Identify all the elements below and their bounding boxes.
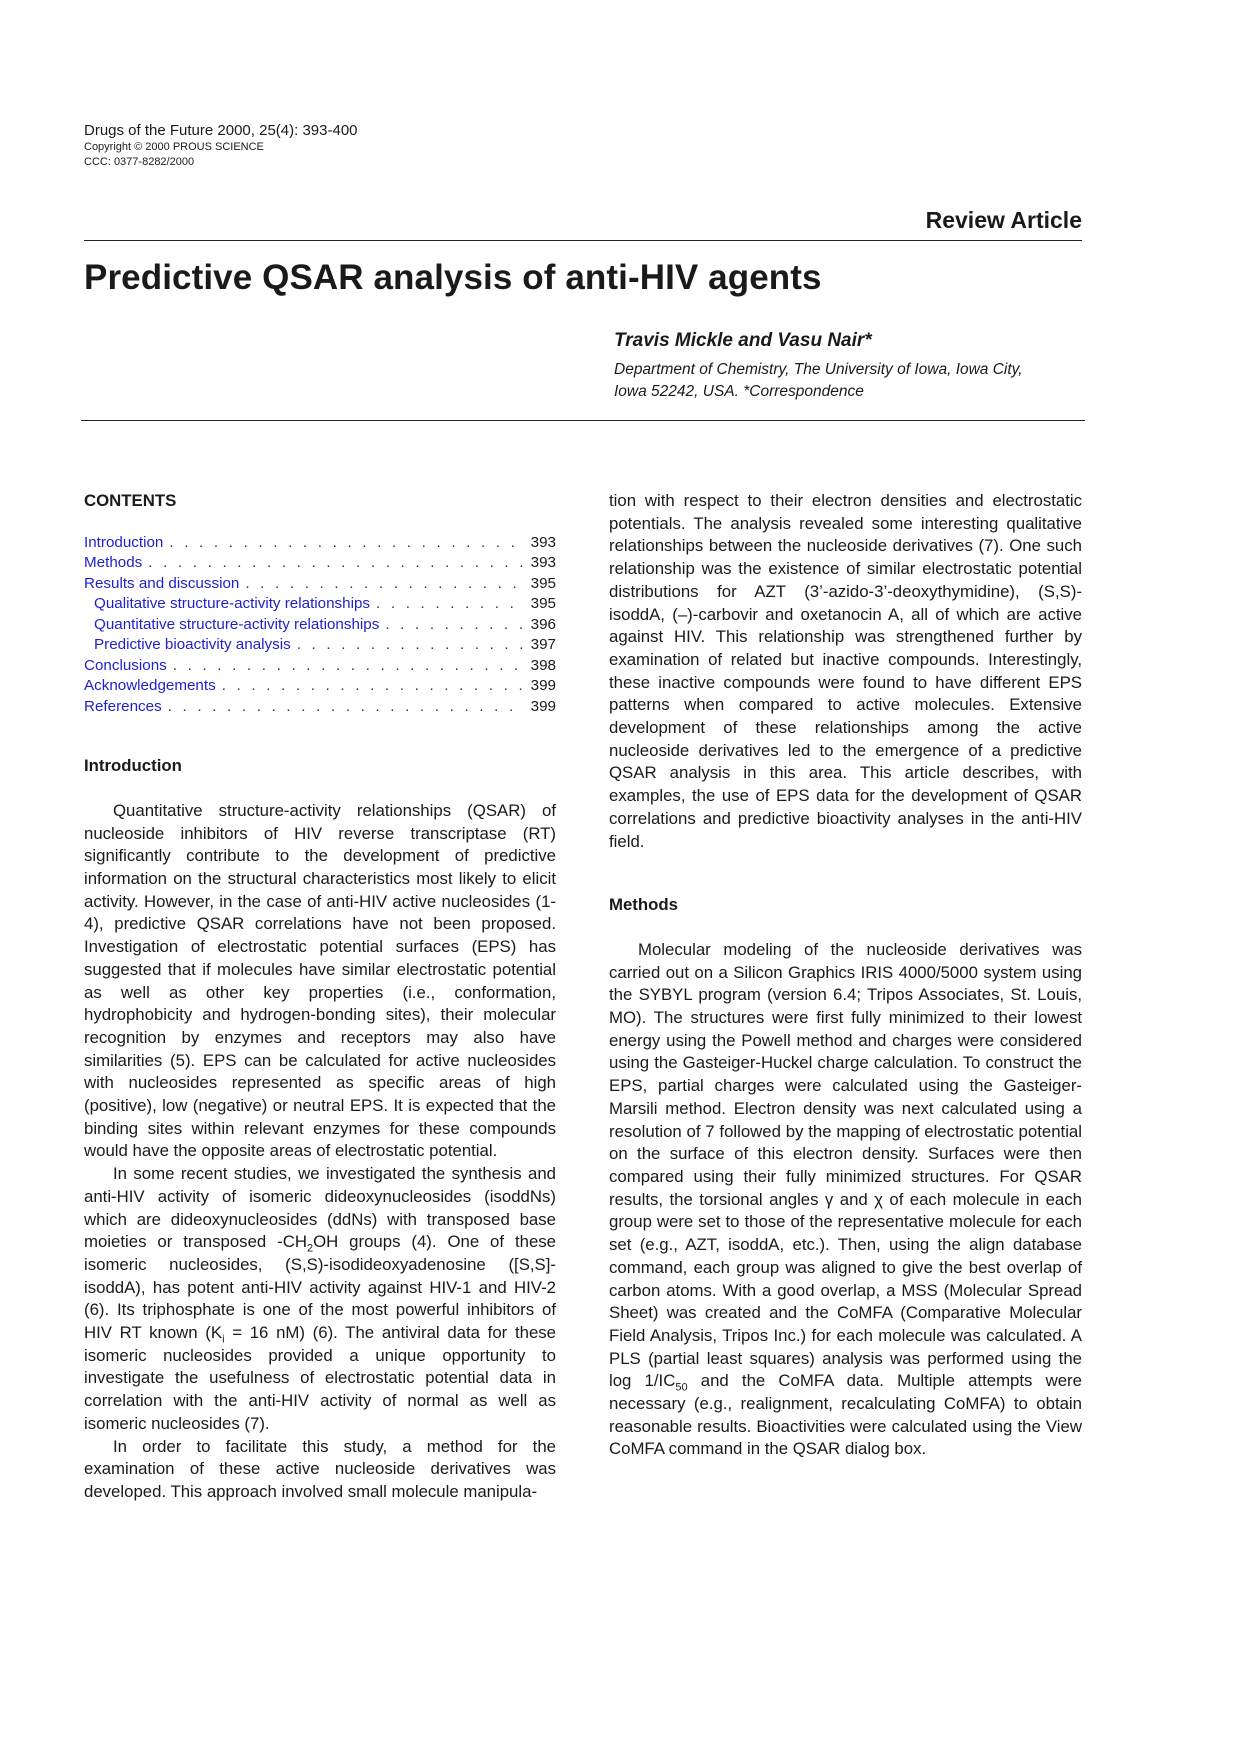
title-block-rule <box>81 420 1085 421</box>
toc-page: 397 <box>530 636 556 654</box>
toc-page: 396 <box>530 615 556 633</box>
article-type: Review Article <box>925 207 1082 233</box>
toc-label[interactable]: Introduction <box>84 533 164 551</box>
toc-leader <box>376 594 525 615</box>
toc-leader <box>173 656 525 677</box>
toc-item[interactable] <box>84 553 556 574</box>
toc-subitem[interactable] <box>84 594 556 615</box>
toc-label[interactable]: Methods <box>84 554 143 572</box>
table-of-contents <box>84 533 556 718</box>
toc-item[interactable] <box>84 697 556 718</box>
introduction-heading: Introduction <box>84 756 182 776</box>
toc-leader <box>385 615 524 636</box>
toc-leader <box>222 676 525 697</box>
toc-leader <box>297 635 525 656</box>
affiliation-line-1: Department of Chemistry, The University of Iowa, Iowa City, <box>614 361 1023 378</box>
toc-page: 398 <box>530 656 556 674</box>
toc-page: 393 <box>530 554 556 572</box>
toc-leader <box>168 697 525 718</box>
toc-leader <box>169 533 524 554</box>
toc-page: 393 <box>530 533 556 551</box>
paper-title: Predictive QSAR analysis of anti-HIV agents <box>84 258 822 297</box>
copyright-line: Copyright © 2000 PROUS SCIENCE <box>84 141 264 153</box>
introduction-paragraph-3: In order to facilitate this study, a method for the examination of these active nucleoside derivatives was developed. This approach involved small molecule manipula- <box>84 1436 556 1501</box>
toc-page: 399 <box>530 677 556 695</box>
toc-label[interactable]: Qualitative structure-activity relationships <box>94 595 371 613</box>
left-column <box>84 490 556 1504</box>
toc-label[interactable]: Acknowledgements <box>84 677 216 695</box>
toc-subitem[interactable] <box>84 615 556 636</box>
toc-item[interactable] <box>84 533 556 554</box>
toc-leader <box>245 574 524 595</box>
journal-citation: Drugs of the Future 2000, 25(4): 393-400 <box>84 122 358 139</box>
toc-label[interactable]: Results and discussion <box>84 574 240 592</box>
header-rule <box>84 240 1082 241</box>
toc-item[interactable] <box>84 656 556 677</box>
toc-leader <box>148 553 524 574</box>
introduction-paragraph-2: In some recent studies, we investigated the synthesis and anti-HIV activity of isomeric dideoxynucleosides (isoddNs) which are dideoxynucleosides (ddNs) with transposed base moieties or transposed $-CH_2OH$ groups (4). One of these isomeric nucleosides, (S,S)-isodideoxyadenosine ([S,S]-isoddA), has potent anti-HIV activity against HIV-1 and HIV-2 (6). Its triphosphate is one of the most powerful inhibitors of HIV RT known ($K_i = 16$ nM) (6). The antiviral data for these isomeric nucleosides provided a unique opportunity to investigate the usefulness of electrostatic potential data in correlation with the anti-HIV activity of normal as well as isomeric nucleosides (7). <box>84 1164 557 1433</box>
toc-page: 395 <box>530 595 556 613</box>
toc-label[interactable]: References <box>84 697 162 715</box>
authors: Travis Mickle and Vasu Nair* <box>614 330 872 351</box>
toc-item[interactable] <box>84 574 556 595</box>
toc-label[interactable]: Predictive bioactivity analysis <box>94 636 291 654</box>
methods-heading: Methods <box>609 895 678 915</box>
toc-page: 395 <box>530 574 556 592</box>
toc-page: 399 <box>530 697 556 715</box>
toc-label[interactable]: Conclusions <box>84 656 167 674</box>
affiliation-line-2: Iowa 52242, USA. *Correspondence <box>614 383 864 400</box>
contents-heading: CONTENTS <box>84 491 177 510</box>
methods-paragraph-1: Molecular modeling of the nucleoside derivatives was carried out on a Silicon Graphics IRIS 4000/5000 system using the SYBYL program (version 6.4; Tripos Associates, St. Louis, MO). The structures were first fully minimized to their lowest energy using the Powell method and charges were considered using the Gasteiger-Huckel charge calculation. To construct the EPS, partial charges were calculated using the Gasteiger-Marsili method. Electron density was next calculated using a resolution of 7 followed by the mapping of electrostatic potential on the surface of this electron density. Surfaces were then compared using their fully minimized structures. For QSAR results, the torsional angles γ and χ of each molecule in each group were set to those of the representative molecule for each set (e.g., AZT, isoddA, etc.). Then, using the align database command, each group was aligned to give the best overlap of carbon atoms. With a good overlap, a MSS (Molecular Spread Sheet) was created and the CoMFA (Comparative Molecular Field Analysis, Tripos Inc.) for each molecule was calculated. A PLS (partial least squares) analysis was performed using the $\log 1/IC_{50}$ and the CoMFA data. Multiple attempts were necessary (e.g., realignment, recalculating CoMFA) to obtain reasonable results. Bioactivities were calculated using the View CoMFA command in the QSAR dialog box. <box>609 939 1082 1459</box>
introduction-paragraph-1: Quantitative structure-activity relationships (QSAR) of nucleoside inhibitors of HIV reverse transcriptase (RT) significantly contribute to the development of predictive information on the structural characteristics most likely to elicit activity. However, in the case of anti-HIV active nucleosides (1-4), predictive QSAR correlations have not been proposed. Investigation of electrostatic potential surfaces (EPS) has suggested that if molecules have similar electrostatic potential as well as other key properties (i.e., conformation, hydrophobicity and hydrogen-bonding sites), their molecular recognition by enzymes and receptors may also have similarities (5). EPS can be calculated for active nucleosides with nucleosides represented as specific areas of high (positive), low (negative) or neutral EPS. It is expected that the binding sites within relevant enzymes for these compounds would have the opposite areas of electrostatic potential. <box>84 800 556 1161</box>
affiliation <box>614 359 1084 403</box>
introduction-paragraph-3-continued: tion with respect to their electron densities and electrostatic potentials. The analysis revealed some interesting qualitative relationships between the nucleoside derivatives (7). One such relationship was the existence of similar electrostatic potential distributions for AZT (3’-azido-3’-deoxythymidine), (S,S)-isoddA, (–)-carbovir and oxetanocin A, all of which are active against HIV. This relationship was strengthened further by examination of related but inactive compounds. Interestingly, these inactive compounds were found to have different EPS patterns when compared to active molecules. Extensive development of these relationships among the active nucleoside derivatives led to the emergence of a predictive QSAR analysis in this area. This article describes, with examples, the use of EPS data for the development of QSAR correlations and predictive bioactivity analyses in the anti-HIV field. <box>609 491 1082 851</box>
ccc-line: CCC: 0377-8282/2000 <box>84 156 195 168</box>
toc-subitem[interactable] <box>84 635 556 656</box>
toc-item[interactable] <box>84 676 556 697</box>
toc-label[interactable]: Quantitative structure-activity relationships <box>94 615 380 633</box>
right-column <box>609 490 1082 1461</box>
